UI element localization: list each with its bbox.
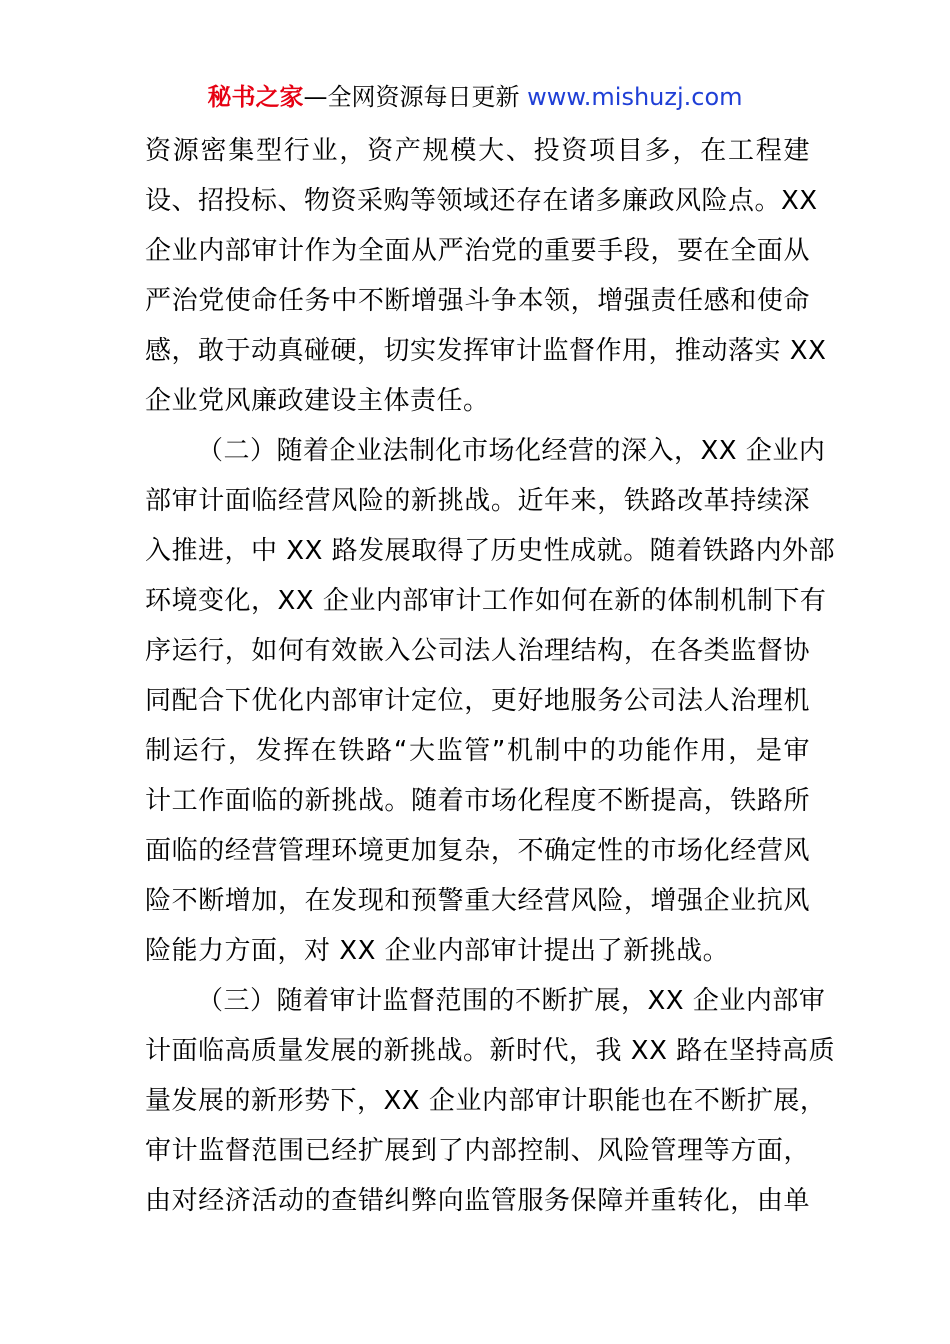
body-text-line: （三）随着审计监督范围的不断扩展，XX 企业内部审 — [197, 986, 826, 1016]
body-text-line: 险能力方面，对 XX 企业内部审计提出了新挑战。 — [145, 936, 730, 966]
body-text-line: 险不断增加，在发现和预警重大经营风险，增强企业抗风 — [145, 886, 810, 916]
body-text-line: 制运行，发挥在铁路“大监管”机制中的功能作用，是审 — [145, 736, 810, 766]
body-text-line: 感，敢于动真碰硬，切实发挥审计监督作用，推动落实 XX — [145, 336, 827, 366]
body-text-line: 量发展的新形势下，XX 企业内部审计职能也在不断扩展， — [145, 1086, 827, 1116]
body-text-line: 环境变化，XX 企业内部审计工作如何在新的体制机制下有 — [145, 586, 827, 616]
body-text-line: 序运行，如何有效嵌入公司法人治理结构，在各类监督协 — [145, 636, 810, 666]
header-tagline: —全网资源每日更新 — [303, 83, 520, 111]
body-text-line: 企业党风廉政建设主体责任。 — [145, 386, 490, 416]
body-text-line: 审计监督范围已经扩展到了内部控制、风险管理等方面， — [145, 1136, 810, 1166]
body-text-line: 企业内部审计作为全面从严治党的重要手段，要在全面从 — [145, 236, 810, 266]
body-text-line: 计工作面临的新挑战。随着市场化程度不断提高，铁路所 — [145, 786, 810, 816]
body-text-line: 入推进，中 XX 路发展取得了历史性成就。随着铁路内外部 — [145, 536, 836, 566]
body-text-line: 设、招投标、物资采购等领域还存在诸多廉政风险点。XX — [145, 186, 818, 216]
site-url-link[interactable]: www.mishuzj.com — [527, 83, 743, 111]
body-text-line: 资源密集型行业，资产规模大、投资项目多，在工程建 — [145, 136, 810, 166]
body-text-line: 计面临高质量发展的新挑战。新时代，我 XX 路在坚持高质 — [145, 1036, 836, 1066]
body-text-line: 面临的经营管理环境更加复杂，不确定性的市场化经营风 — [145, 836, 810, 866]
body-text-line: 同配合下优化内部审计定位，更好地服务公司法人治理机 — [145, 686, 810, 716]
body-text-line: 严治党使命任务中不断增强斗争本领，增强责任感和使命 — [145, 286, 810, 316]
body-text-line: 部审计面临经营风险的新挑战。近年来，铁路改革持续深 — [145, 486, 810, 516]
page-header — [0, 80, 950, 114]
body-text-line: 由对经济活动的查错纠弊向监管服务保障并重转化，由单 — [145, 1186, 810, 1216]
document-body — [145, 126, 836, 1226]
body-text-line: （二）随着企业法制化市场化经营的深入，XX 企业内 — [197, 436, 826, 466]
brand-name: 秘书之家 — [207, 83, 304, 111]
